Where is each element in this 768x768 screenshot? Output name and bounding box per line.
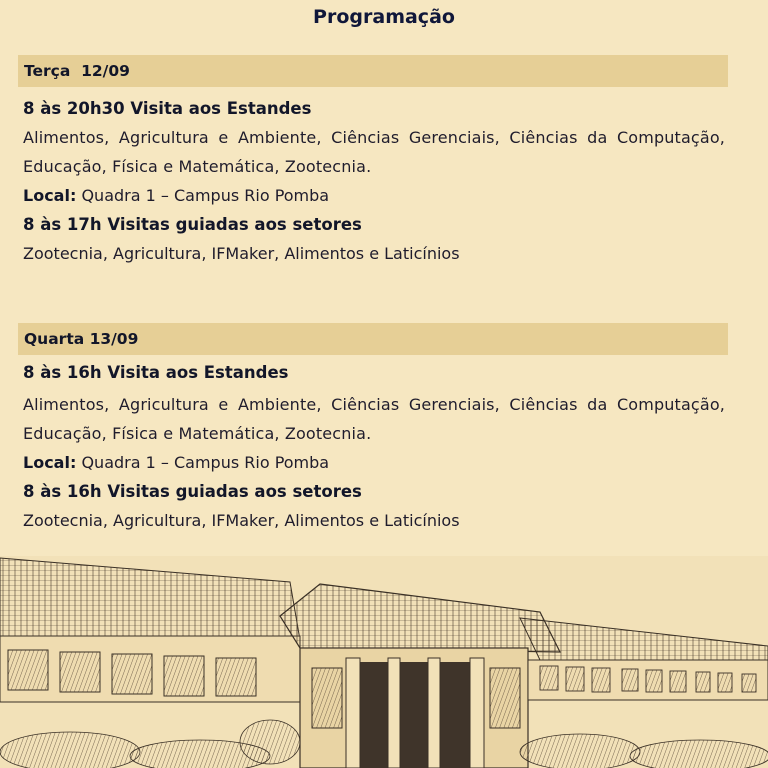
- day-header-wednesday: [18, 323, 728, 355]
- day-section-wednesday: [23, 358, 725, 535]
- day-label: Terça 12/09: [24, 62, 130, 80]
- day-label: Quarta 13/09: [24, 330, 139, 348]
- campus-building-illustration: [0, 556, 768, 768]
- page-title: Programação: [313, 6, 455, 28]
- slot-heading: 8 às 17h Visitas guiadas aos setores: [23, 215, 362, 234]
- location-value: Quadra 1 – Campus Rio Pomba: [81, 186, 330, 205]
- slot-heading: 8 às 16h Visita aos Estandes: [23, 363, 289, 382]
- location-label: Local:: [23, 186, 77, 205]
- location-label: Local:: [23, 453, 77, 472]
- slot-description: Alimentos, Agricultura e Ambiente, Ciências Gerenciais, Ciências da Computação, Educação, Física e Matemática, Zootecnia.: [23, 128, 725, 176]
- slot-description: Alimentos, Agricultura e Ambiente, Ciências Gerenciais, Ciências da Computação, Educação, Física e Matemática, Zootecnia.: [23, 395, 725, 443]
- day-section-tuesday: [23, 94, 725, 268]
- left-roof: [0, 558, 300, 640]
- location-line: [23, 181, 725, 210]
- slot-heading: 8 às 16h Visitas guiadas aos setores: [23, 482, 362, 501]
- location-value: Quadra 1 – Campus Rio Pomba: [81, 453, 330, 472]
- slot-description: Zootecnia, Agricultura, IFMaker, Alimentos e Laticínios: [23, 511, 460, 530]
- day-header-tuesday: [18, 55, 728, 87]
- slot-description: Zootecnia, Agricultura, IFMaker, Alimentos e Laticínios: [23, 244, 460, 263]
- slot-heading: 8 às 20h30 Visita aos Estandes: [23, 99, 312, 118]
- location-line: [23, 448, 725, 477]
